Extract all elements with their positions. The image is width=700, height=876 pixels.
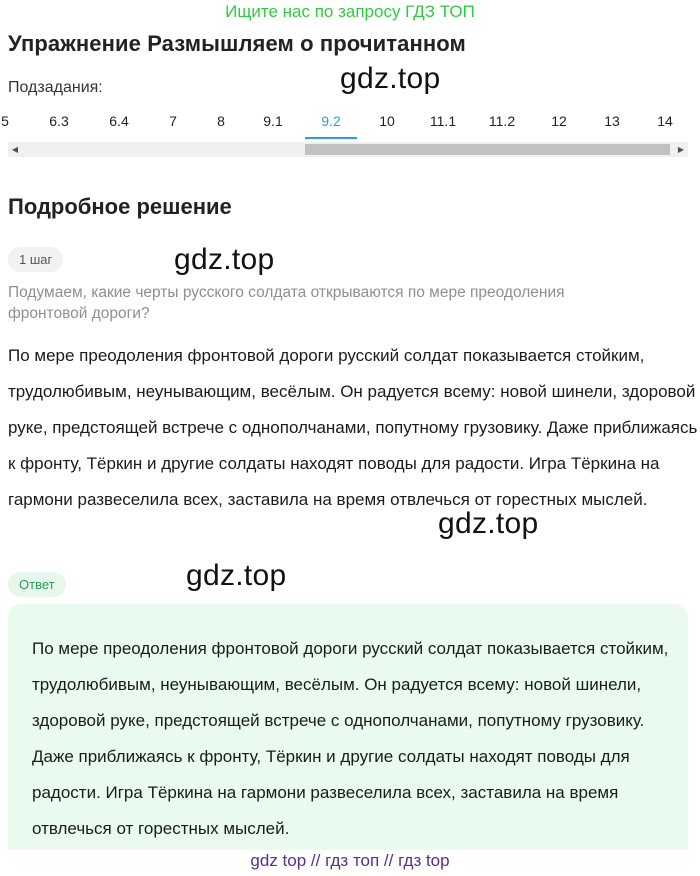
answer-badge: Ответ [8,572,66,597]
tab-subtask[interactable]: 8 [217,113,225,129]
answer-text: По мере преодоления фронтовой дороги русский солдат показывается стойким, трудолюбивым, неунывающим, весёлым. Он радуется всему: новой шинели, здоровой руке, предстоящей встрече с однополчанами, попутному грузовику. Даже приближаясь к фронту, Тёркин и другие солдаты находят поводы для радости. Игра Тёркина на гармони развеселила всех, заставила на время отвлечься от горестных мыслей. [32,639,669,838]
watermark: gdz.top [186,559,287,592]
tabs-scrollbar[interactable] [8,142,688,157]
tab-subtask[interactable]: 7 [169,113,177,129]
page-title: Упражнение Размышляем о прочитанном [8,31,466,56]
watermark: gdz.top [340,62,441,95]
watermark: gdz.top [174,243,275,276]
scrollbar-thumb[interactable] [305,144,670,155]
tab-subtask[interactable]: 6.4 [109,113,129,129]
tab-subtask[interactable]: 11.1 [429,113,457,129]
promo-banner[interactable]: Ищите нас по запросу ГДЗ ТОП [225,2,475,21]
solution-text: По мере преодоления фронтовой дороги русский солдат показывается стойким, трудолюбивым, неунывающим, весёлым. Он радуется всему: новой шинели, здоровой руке, предстоящей встрече с однополчанами, попутному грузовику. Даже приближаясь к фронту, Тёркин и другие солдаты находят поводы для радости. Игра Тёркина на гармони развеселила всех, заставила на время отвлечься от горестных мыслей. [8,346,698,509]
tab-subtask[interactable]: 5 [1,113,9,129]
tab-subtask[interactable]: 10 [379,113,395,129]
step-hint: Подумаем, какие черты русского солдата открываются по мере преодоления фронтовой дороги? [8,284,565,322]
tab-subtask[interactable]: 14 [657,113,673,129]
subtasks-label: Подзадания: [8,79,103,96]
step-badge: 1 шаг [8,247,63,272]
watermark: gdz.top [438,507,539,540]
subtask-tabs [0,107,700,140]
footer-links[interactable]: gdz top // гдз топ // гдз top [250,851,450,870]
scroll-left-icon[interactable]: ◀ [11,145,19,154]
tab-subtask[interactable]: 13 [604,113,620,129]
tab-subtask-active[interactable]: 9.2 [305,107,357,139]
section-title: Подробное решение [8,194,232,219]
tab-subtask[interactable]: 12 [551,113,567,129]
tab-subtask[interactable]: 9.1 [263,113,283,129]
tab-subtask[interactable]: 11.2 [488,113,516,129]
tab-subtask[interactable]: 6.3 [49,113,69,129]
scroll-right-icon[interactable]: ▶ [677,145,685,154]
